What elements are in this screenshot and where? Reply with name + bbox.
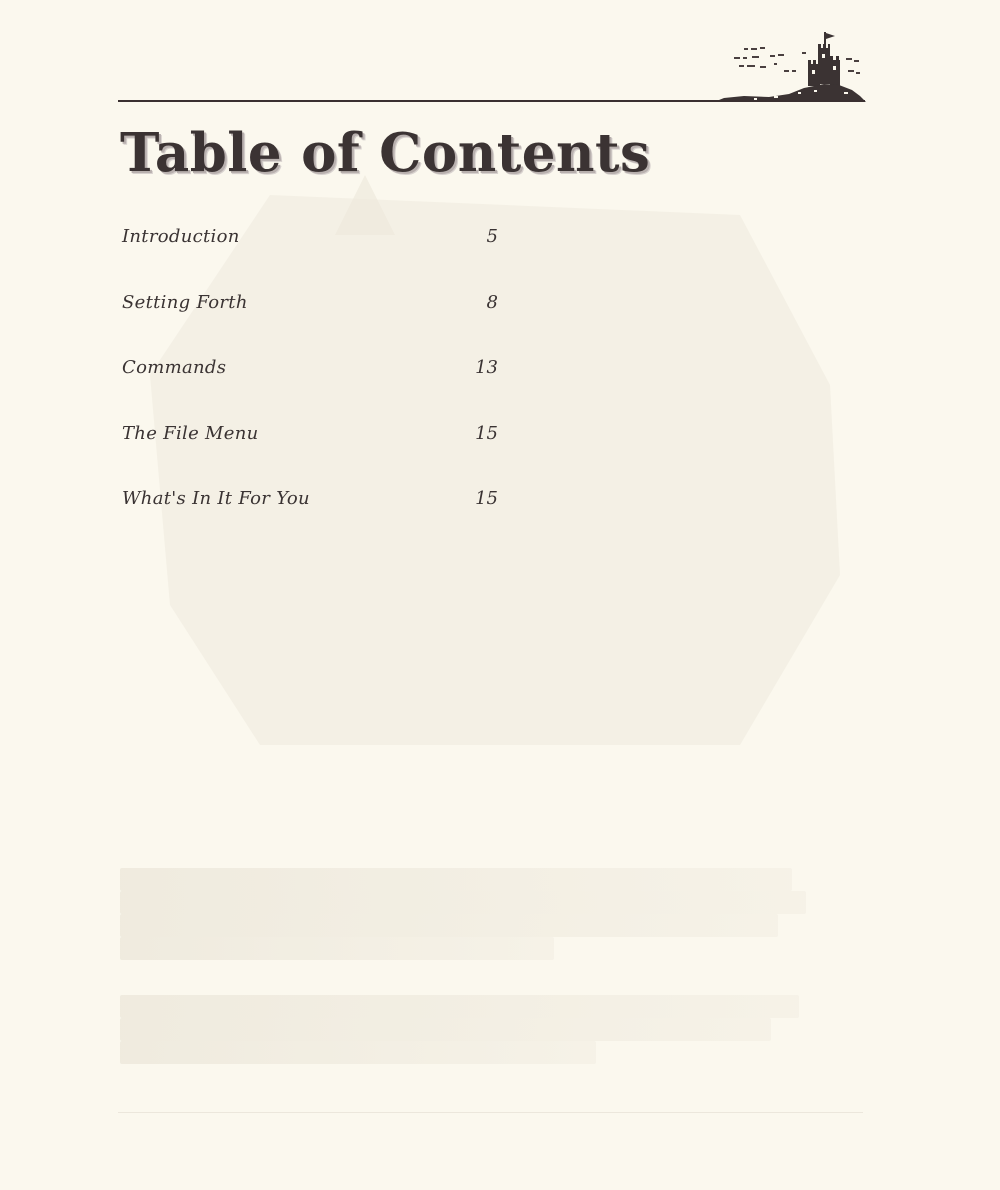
toc-list	[122, 226, 522, 554]
toc-entry-label: Commands	[122, 357, 227, 378]
header-rule	[118, 100, 865, 102]
toc-entry-page: 13	[475, 357, 498, 378]
toc-entry	[122, 423, 522, 489]
toc-entry	[122, 357, 522, 423]
toc-entry-page: 15	[475, 488, 498, 509]
toc-entry-page: 8	[486, 291, 498, 313]
toc-entry	[122, 226, 522, 292]
page-title: Table of Contents	[120, 122, 651, 184]
toc-entry-label: The File Menu	[122, 422, 259, 444]
toc-entry	[122, 292, 522, 358]
toc-entry	[122, 488, 522, 554]
toc-entry-page: 5	[486, 226, 498, 247]
footer-rule	[118, 1112, 863, 1113]
bleed-through-text	[120, 868, 820, 1064]
castle-icon	[714, 30, 866, 104]
toc-entry-label: Introduction	[122, 226, 240, 247]
toc-entry-label: What's In It For You	[122, 488, 310, 509]
toc-entry-page: 15	[475, 422, 498, 444]
toc-entry-label: Setting Forth	[122, 291, 248, 313]
